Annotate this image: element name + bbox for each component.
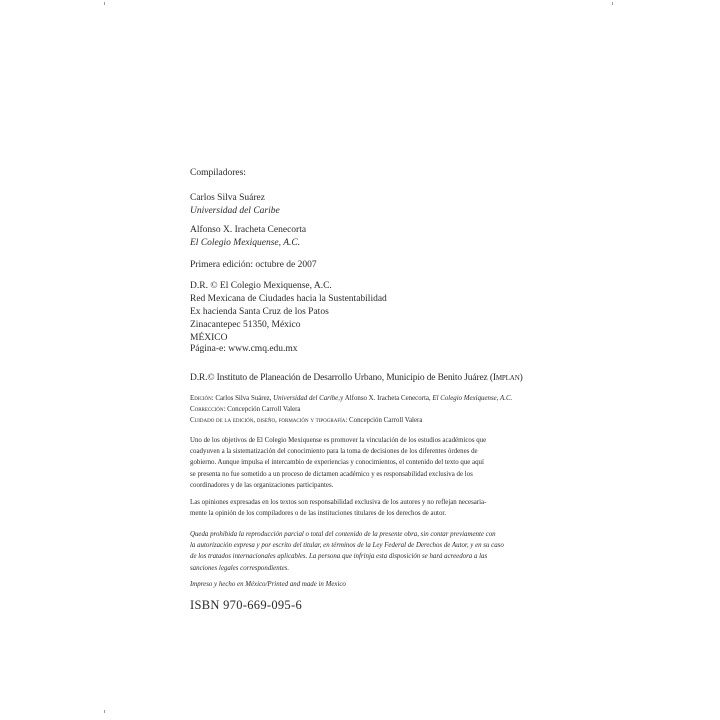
legal-notice	[190, 529, 504, 574]
paragraph-line: Las opiniones expresadas en los textos son responsabilidad exclusiva de los autores y no reflejan necesaria-	[190, 499, 487, 506]
compiler-2-affiliation: El Colegio Mexiquense, A.C.	[190, 238, 301, 248]
rights-el-colegio	[190, 280, 387, 345]
first-edition: Primera edición: octubre de 2007	[190, 260, 317, 270]
compiler-1-affiliation: Universidad del Caribe	[190, 206, 280, 216]
compiler-1-name: Carlos Silva Suárez	[190, 193, 265, 203]
credit-edition: Edición: Carlos Silva Suárez, Universidad del Caribe,y Alfonso X. Iracheta Cenecorta, El Colegio Mexiquense, A.C.	[190, 395, 513, 402]
paragraph-line: gobierno. Aunque impulsa el intercambio de experiencias y conocimientos, el contenido del texto que aquí	[190, 459, 484, 467]
legal-line: Queda prohibida la reproducción parcial o total del contenido de la presente obra, sin contar previamente con	[190, 531, 496, 538]
legal-line: de los tratados internacionales aplicables. La persona que infrinja esta disposición se hará acreedora a las	[190, 553, 488, 561]
legal-line: la autorización expresa y por escrito del titular, en términos de la Ley Federal de Derechos de Autor, y en su caso	[190, 542, 504, 550]
web-address: Página-e: www.cmq.edu.mx	[190, 344, 298, 354]
first-edition-section	[190, 259, 317, 272]
rights-line-1: D.R. © El Colegio Mexiquense, A.C.	[190, 281, 332, 291]
credit-correction: Corrección: Concepción Carroll Valera	[190, 406, 301, 413]
compilers-heading: Compiladores:	[190, 168, 246, 178]
paragraph-line: coadyuven a la sistematización del conocimiento para la toma de decisiones de los diferentes órdenes de	[190, 448, 478, 456]
compiler-2-name: Alfonso X. Iracheta Cenecorta	[190, 225, 307, 235]
paragraph-objectives	[190, 435, 486, 491]
rights-implan	[190, 372, 523, 385]
crop-mark-bottom-left	[104, 710, 105, 713]
compiler-1	[190, 192, 280, 218]
paragraph-line: mente la opinión de los compiladores o de las instituciones titulares de los derechos de autor.	[190, 510, 447, 518]
compilers-section	[190, 167, 246, 180]
legal-line: sanciones legales correspondientes.	[190, 564, 290, 572]
web-section	[190, 343, 298, 356]
crop-mark-top-left	[104, 2, 105, 5]
paragraph-line: coordinadores y de las organizaciones participantes.	[190, 481, 334, 489]
crop-mark-top-right	[612, 2, 613, 5]
rights-line-2: Red Mexicana de Ciudades hacia la Sustentabilidad	[190, 294, 387, 304]
paragraph-line: Uno de los objetivos de El Colegio Mexiquense es promover la vinculación de los estudios académicos que	[190, 437, 487, 444]
implan-acronym: Implan	[492, 373, 520, 383]
rights-line-4: Zinacantepec 51350, México	[190, 320, 301, 330]
paragraph-line: se presenta no fue sometido a un proceso de dictamen académico y es responsabilidad exclusiva de los	[190, 470, 473, 478]
printed-in-mexico: Impreso y hecho en México/Printed and made in Mexico	[190, 581, 346, 588]
isbn: ISBN 970-669-095-6	[190, 598, 302, 612]
rights-implan-line: D.R.© Instituto de Planeación de Desarrollo Urbano, Municipio de Benito Juárez (Implan)	[190, 373, 523, 383]
compiler-2	[190, 224, 306, 250]
rights-line-5: MÉXICO	[190, 333, 228, 343]
paragraph-opinions	[190, 497, 486, 519]
rights-line-3: Ex hacienda Santa Cruz de los Patos	[190, 307, 329, 317]
credits	[190, 393, 512, 426]
credit-care: Cuidado de la edición, diseño, formación y tipografía: Concepción Carroll Valera	[190, 417, 423, 424]
printed-section	[190, 579, 346, 590]
isbn-section	[190, 598, 302, 613]
